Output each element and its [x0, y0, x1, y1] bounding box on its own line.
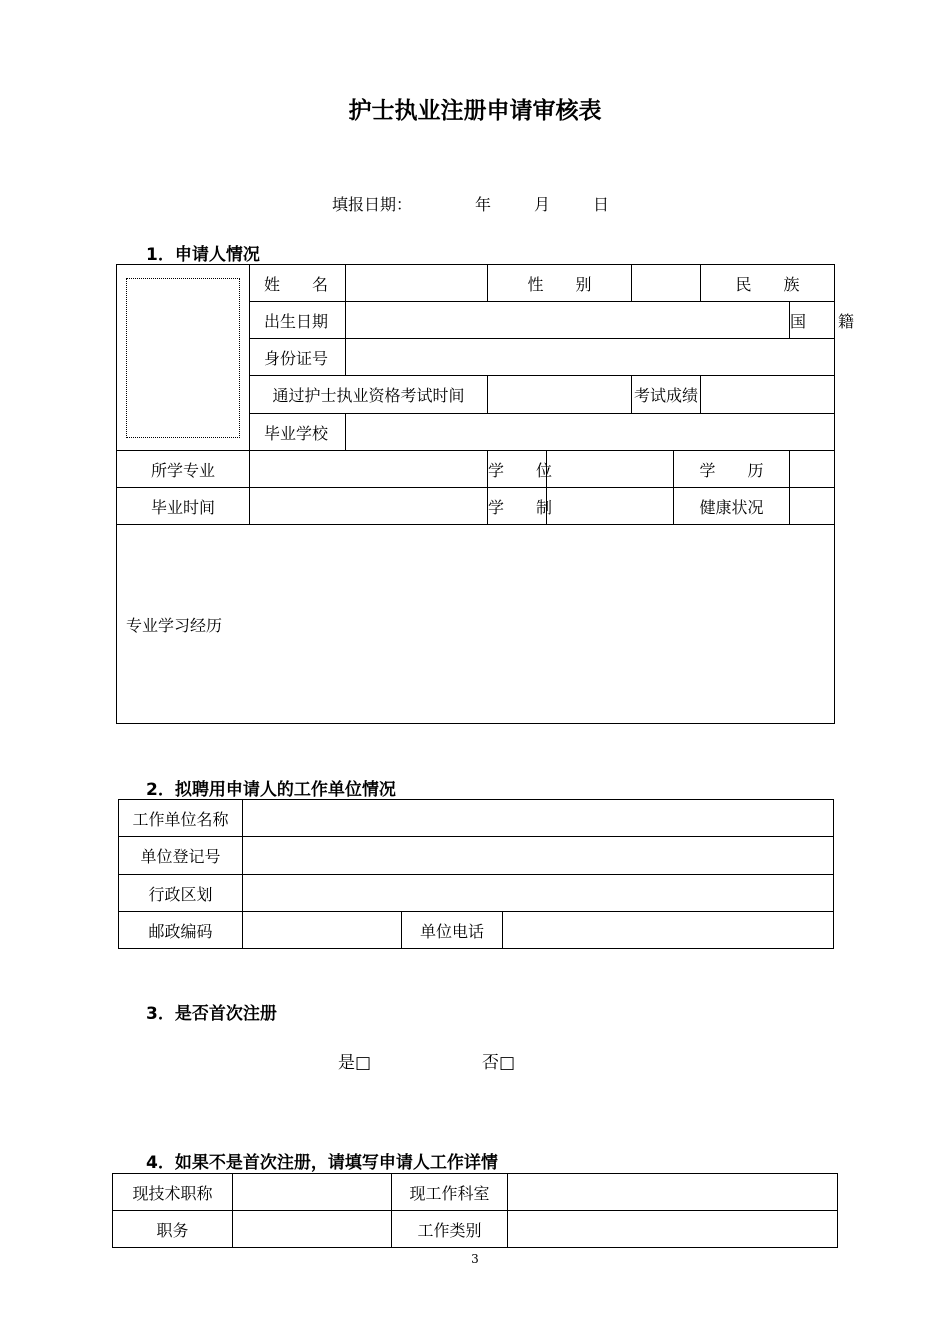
first-registration-no-checkbox[interactable]: 否□ — [482, 1053, 516, 1073]
study-history-label: 专业学习经历 — [126, 615, 223, 635]
unit-reg-label: 单位登记号 — [119, 837, 243, 875]
health-label: 健康状况 — [674, 488, 790, 525]
month-label: 月 — [534, 195, 551, 214]
exam-score-field[interactable] — [701, 376, 835, 414]
first-registration-yes-checkbox[interactable]: 是□ — [338, 1053, 372, 1073]
title-rank-field[interactable] — [233, 1174, 392, 1211]
fill-date-label: 填报日期： — [332, 195, 413, 214]
section4-heading: 4．如果不是首次注册，请填写申请人工作详情 — [146, 1153, 498, 1173]
position-field[interactable] — [233, 1211, 392, 1248]
id-number-label: 身份证号 — [250, 339, 346, 376]
section3-heading: 3．是否首次注册 — [146, 1004, 277, 1024]
degree-field[interactable] — [547, 451, 674, 488]
name-label: 姓 名 — [250, 265, 346, 302]
degree-label: 学 位 — [488, 451, 547, 488]
duration-field[interactable] — [547, 488, 674, 525]
unit-reg-field[interactable] — [243, 837, 834, 875]
gender-field[interactable] — [632, 265, 701, 302]
region-field[interactable] — [243, 875, 834, 912]
year-label: 年 — [475, 195, 492, 214]
major-field[interactable] — [250, 451, 488, 488]
page-title: 护士执业注册申请审核表 — [348, 98, 602, 124]
unit-phone-field[interactable] — [503, 912, 834, 949]
name-field[interactable] — [346, 265, 488, 302]
exam-time-field[interactable] — [488, 376, 632, 414]
unit-name-field[interactable] — [243, 800, 834, 837]
gender-label: 性 别 — [488, 265, 632, 302]
birth-date-label: 出生日期 — [250, 302, 346, 339]
day-label: 日 — [593, 195, 610, 214]
position-label: 职务 — [113, 1211, 233, 1248]
applicant-info-table — [116, 264, 855, 724]
duration-label: 学 制 — [488, 488, 547, 525]
education-field[interactable] — [790, 451, 835, 488]
grad-time-label: 毕业时间 — [117, 488, 250, 525]
school-field[interactable] — [346, 414, 835, 451]
section2-heading: 2．拟聘用申请人的工作单位情况 — [146, 780, 396, 800]
work-details-table — [112, 1173, 838, 1248]
study-history-field[interactable] — [117, 525, 835, 724]
exam-score-label: 考试成绩 — [632, 376, 701, 414]
health-field[interactable] — [790, 488, 835, 525]
ethnicity-label: 民 族 — [701, 265, 835, 302]
work-type-field[interactable] — [508, 1211, 838, 1248]
birth-date-field[interactable] — [346, 302, 790, 339]
major-label: 所学专业 — [117, 451, 250, 488]
unit-name-label: 工作单位名称 — [119, 800, 243, 837]
work-unit-table — [118, 799, 834, 949]
title-rank-label: 现技术职称 — [113, 1174, 233, 1211]
unit-phone-label: 单位电话 — [402, 912, 503, 949]
exam-time-label: 通过护士执业资格考试时间 — [250, 376, 488, 414]
section1-heading: 1．申请人情况 — [146, 245, 260, 265]
school-label: 毕业学校 — [250, 414, 346, 451]
nationality-label: 国 籍 — [790, 302, 835, 339]
grad-time-field[interactable] — [250, 488, 488, 525]
dept-field[interactable] — [508, 1174, 838, 1211]
work-type-label: 工作类别 — [392, 1211, 508, 1248]
photo-area[interactable] — [117, 265, 250, 451]
id-number-field[interactable] — [346, 339, 835, 376]
postcode-field[interactable] — [243, 912, 402, 949]
postcode-label: 邮政编码 — [119, 912, 243, 949]
page-number: 3 — [471, 1252, 479, 1266]
dept-label: 现工作科室 — [392, 1174, 508, 1211]
region-label: 行政区划 — [119, 875, 243, 912]
education-label: 学 历 — [674, 451, 790, 488]
photo-frame — [126, 278, 240, 438]
